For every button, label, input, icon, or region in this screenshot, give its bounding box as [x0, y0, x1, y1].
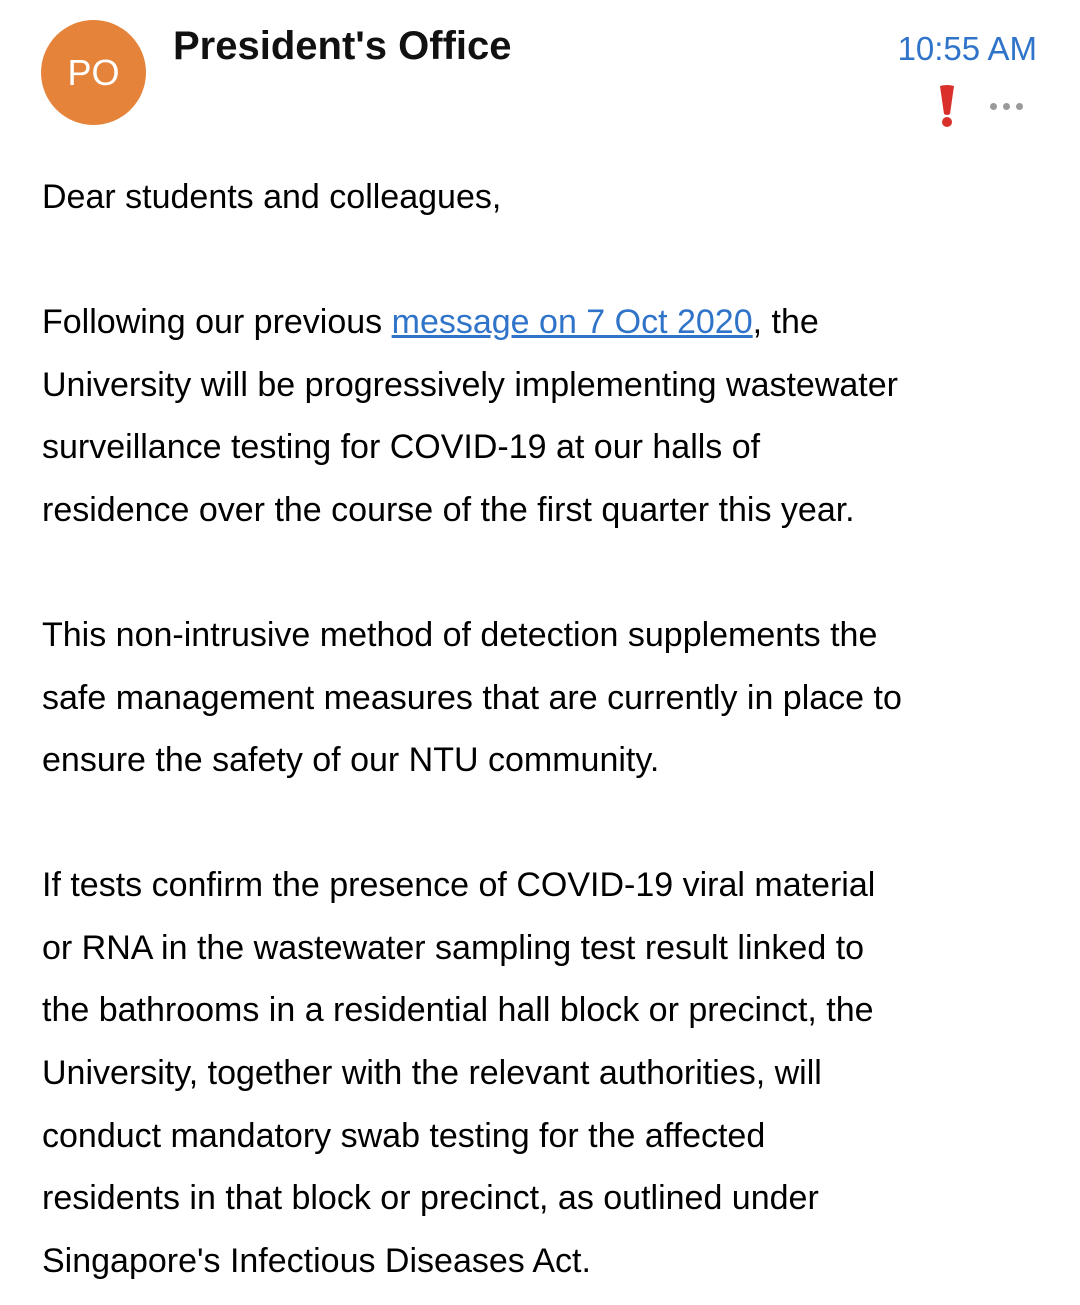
paragraph-3: If tests confirm the presence of COVID-19 viral material or RNA in the wastewater sampling test result linked to the bathrooms in a residential hall block or precinct, the University, together with the relevant authorities, will conduct mandatory swab testing for the affected residents in that block or precinct, as outlined under Singapore's Infectious Diseases Act. [42, 866, 876, 1281]
sender-avatar: PO [41, 20, 146, 125]
greeting: Dear students and colleagues, [42, 178, 502, 216]
paragraph-1: Following our previous message on 7 Oct 2020, the University will be progressively implementing wastewater surveillance testing for COVID-19 at our halls of residence over the course of the first quarter this year. [42, 303, 898, 530]
exclamation-icon [933, 84, 961, 128]
ellipsis-icon[interactable] [990, 96, 1030, 116]
received-time: 10:55 AM [897, 30, 1037, 67]
paragraph-2: This non-intrusive method of detection supplements the safe management measures that are currently in place to ensure the safety of our NTU community. [42, 616, 902, 780]
sender-name[interactable]: President's Office [173, 24, 512, 68]
previous-message-link[interactable]: message on 7 Oct 2020 [391, 303, 753, 341]
